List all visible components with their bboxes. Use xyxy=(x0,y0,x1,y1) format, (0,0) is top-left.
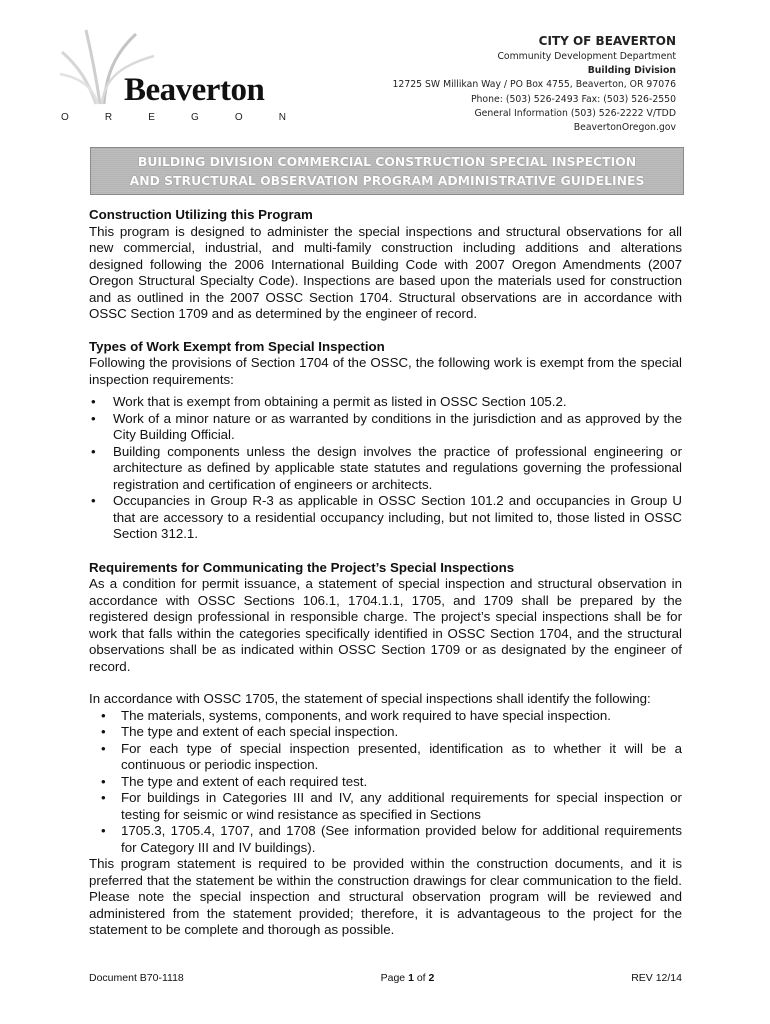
list-item: • Building components unless the design involves the practice of professional engineering or architecture as defined by applicable state statutes and regulations governing the professional registration and certification of engineers or architects. xyxy=(113,444,682,494)
logo-letter: E xyxy=(148,112,155,123)
list-item: • Work of a minor nature or as warranted by conditions in the jurisdiction and as approved by the City Building Official. xyxy=(113,411,682,444)
list-item: • The type and extent of each special inspection. xyxy=(121,724,682,741)
requirements-list xyxy=(89,708,682,857)
division-name: Building Division xyxy=(587,65,676,77)
section-heading-exempt: Types of Work Exempt from Special Inspection xyxy=(89,338,385,354)
list-item: • The materials, systems, components, and work required to have special inspection. xyxy=(121,708,682,725)
logo-letter: N xyxy=(278,112,286,123)
banner-line-1: BUILDING DIVISION COMMERCIAL CONSTRUCTION SPECIAL INSPECTION xyxy=(137,154,637,169)
logo-wordmark: Beaverton xyxy=(124,72,265,108)
website-link[interactable]: BeavertonOregon.gov xyxy=(573,122,676,134)
section-body-construction: This program is designed to administer the special inspections and structural observations for all new commercial, industrial, and multi-family construction including additions and alterations designed following the 2006 International Building Code with 2007 Oregon Amendments (2007 Oregon Structural Specialty Code). Inspections are based upon the materials used for construction and as outlined in the 2007 OSSC Section 1704. Structural observations are in accordance with OSSC Section 1709 and as determined by the engineer of record. xyxy=(89,223,682,321)
document-body xyxy=(89,207,682,939)
section-closing-requirements: This program statement is required to be provided within the construction documents, and it is preferred that the statement be within the construction drawings for clear communication to the field. Please note the special inspection and structural observation program will be reviewed and administered from the statement provided; therefore, it is advantageous to the project for the statement to be complete and thorough as possible. xyxy=(89,856,682,937)
department-name: Community Development Department xyxy=(497,51,676,62)
page-total: 2 xyxy=(428,972,435,984)
logo-state-letters xyxy=(61,112,286,123)
banner-line-2: AND STRUCTURAL OBSERVATION PROGRAM ADMINISTRATIVE GUIDELINES xyxy=(129,173,645,188)
phone-fax: Phone: (503) 526-2493 Fax: (503) 526-2550 xyxy=(470,93,676,105)
revision-label: REV 12/14 xyxy=(631,972,682,984)
exempt-list xyxy=(89,394,682,543)
logo-letter: G xyxy=(190,112,199,123)
list-item: • 1705.3, 1705.4, 1707, and 1708 (See information provided below for additional requirements for Category III and IV buildings). xyxy=(121,823,682,856)
page-of: of xyxy=(413,972,429,984)
list-item: • Occupancies in Group R-3 as applicable in OSSC Section 101.2 and occupancies in Group U that are accessory to a residential occupancy including, but not limited to, those listed in OSSC Section 312.1. xyxy=(113,493,682,543)
section-heading-construction: Construction Utilizing this Program xyxy=(89,207,313,222)
section-body-requirements: As a condition for permit issuance, a statement of special inspection and structural observation in accordance with OSSC Sections 106.1, 1704.1.1, 1705, and 1709 shall be prepared by the registered design professional in responsible charge. The project’s special inspections shall be for work that falls within the categories specifically identified in OSSC Section 1704, and the structural observations shall be as indicated within OSSC Section 1709 or as designated by the engineer of record. xyxy=(89,576,682,674)
section-heading-requirements: Requirements for Communicating the Project’s Special Inspections xyxy=(89,559,515,575)
page-prefix: Page xyxy=(380,972,409,984)
city-name: CITY OF BEAVERTON xyxy=(538,34,676,48)
title-banner xyxy=(90,147,684,195)
list-item: • For buildings in Categories III and IV, any additional requirements for special inspection or testing for seismic or wind resistance as specified in Sections xyxy=(121,790,682,823)
page-indicator xyxy=(381,972,435,984)
contact-block xyxy=(392,34,676,135)
city-logo xyxy=(58,26,298,126)
list-item: • Work that is exempt from obtaining a permit as listed in OSSC Section 105.2. xyxy=(113,394,682,411)
page-number: 1 xyxy=(408,972,414,984)
page-footer xyxy=(89,972,682,984)
address: 12725 SW Millikan Way / PO Box 4755, Beaverton, OR 97076 xyxy=(392,79,676,91)
section-intro-exempt: Following the provisions of Section 1704 of the OSSC, the following work is exempt from the special inspection requirements: xyxy=(89,355,682,387)
general-info: General Information (503) 526-2222 V/TDD xyxy=(474,107,676,119)
logo-letter: O xyxy=(61,112,69,123)
list-item: • The type and extent of each required test. xyxy=(121,774,682,791)
list-item: • For each type of special inspection presented, identification as to whether it will be a continuous or periodic inspection. xyxy=(121,741,682,774)
section-intro-requirements: In accordance with OSSC 1705, the statement of special inspections shall identify the following: xyxy=(89,691,651,706)
document-number: Document B70-1118 xyxy=(89,972,184,984)
logo-letter: R xyxy=(104,112,113,123)
logo-letter: O xyxy=(234,112,243,123)
